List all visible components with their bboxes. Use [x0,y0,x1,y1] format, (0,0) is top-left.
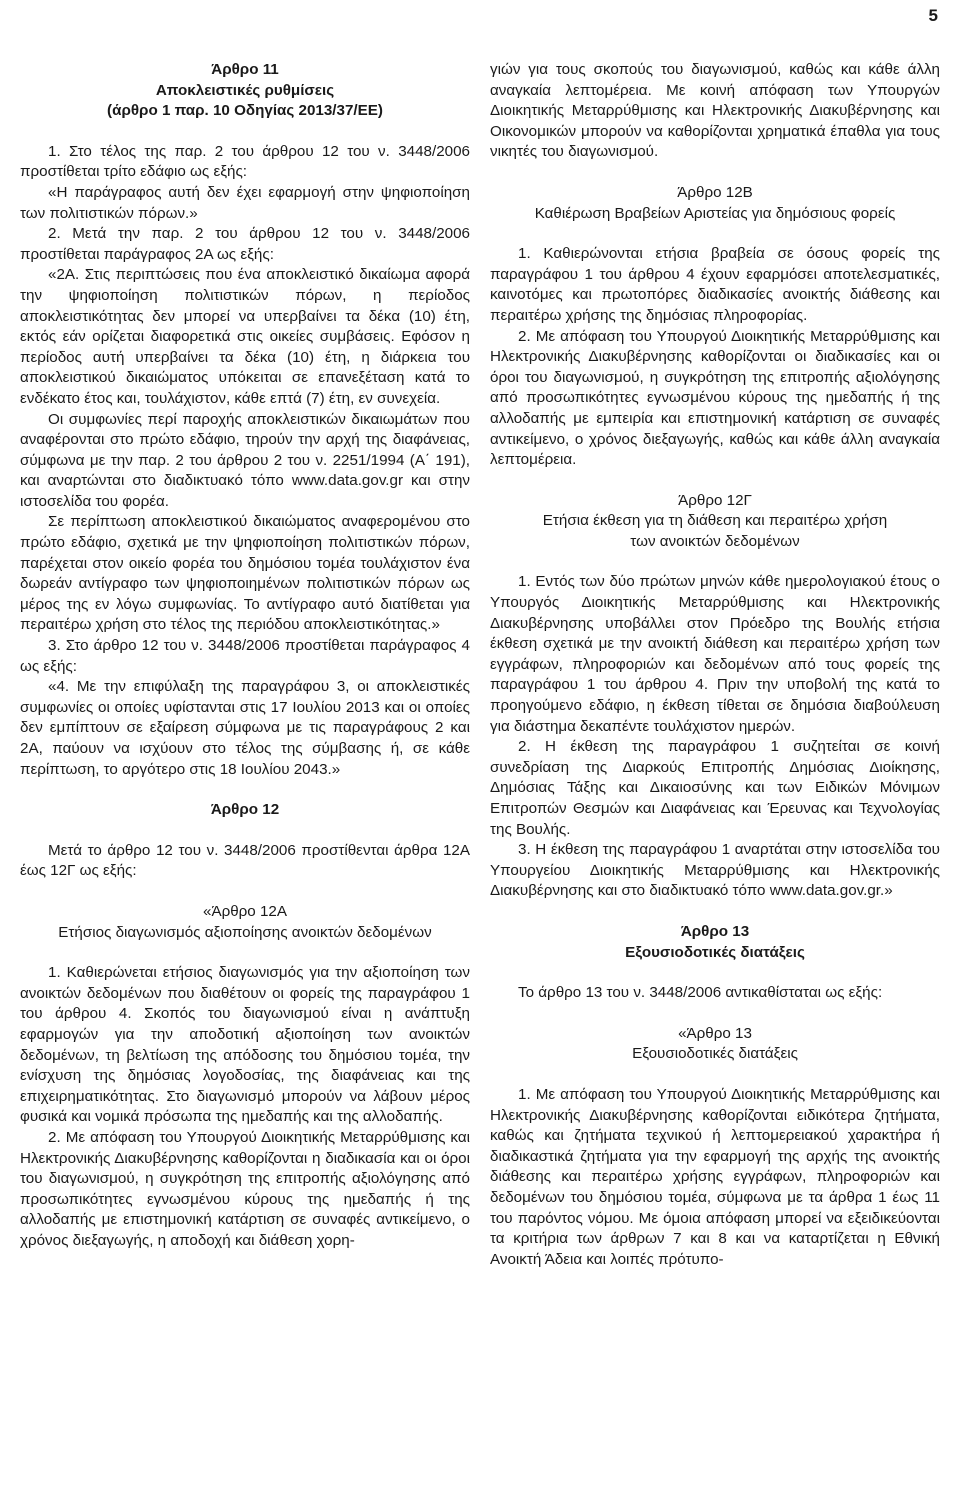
paragraph: 2. Μετά την παρ. 2 του άρθρου 12 του ν. 3448/2006 προστίθεται παράγραφος 2Α ως εξής: [20,225,470,263]
paragraph: Οι συμφωνίες περί παροχής αποκλειστικών δικαιωμάτων που αναφέρονται στο πρώτο εδάφιο, τηρούν την αρχή της διαφάνειας, σύμφωνα με την παρ. 2 του άρθρου 2 του ν. 2251/1994 (Α΄ 191), και αναρτώνται στο διαδικτυακό τόπο www.data.gov.gr και στην ιστοσελίδα του φορέα. [20,410,470,510]
article-11-title: Άρθρο 11 [211,61,279,78]
article-13-quoted-subtitle: Εξουσιοδοτικές διατάξεις [632,1045,798,1063]
article-12a-title: «Άρθρο 12Α [203,902,287,920]
paragraph: 2. Με απόφαση του Υπουργού Διοικητικής Μεταρρύθμισης και Ηλεκτρονικής Διακυβέρνησης καθορίζονται η διαδικασία και οι όροι του διαγωνισμού, η συγκρότηση της επιτροπής αξιολόγησης από προσωπικότητες εγνωσμένου κύρους της ημεδαπής ή της αλλοδαπής με επιστημονική κατάρτιση σε συναφές αντικείμενο, ο χρόνος διεξαγωγής, η αποδοχή και διάθεση χορη- [20,1128,470,1249]
paragraph: γιών για τους σκοπούς του διαγωνισμού, καθώς και κάθε άλλη αναγκαία λεπτομέρεια. Με κοινή απόφαση των Υπουργών Διοικητικής Μεταρρύθμισης και Ηλεκτρονικής Διακυβέρνησης και Οικονομικών μπορούν να καθορίζονται χρηματικά έπαθλα για τους νικητές του διαγωνισμού. [490,61,940,161]
paragraph: Σε περίπτωση αποκλειστικού δικαιώματος αναφερομένου στο πρώτο εδάφιο, σχετικά με την ψηφιοποίηση πολιτιστικών πόρων, παρέχεται στον οικείο φορέα του δημόσιου τομέα τουλάχιστον ένα δωρεάν αντίγραφο των ψηφιοποιημένων πολιτιστικών πόρων ως μέρος της εν λόγω συμφωνίας. Το αντίγραφο αυτό διατίθεται για περαιτέρω χρήση στο τέλος της περιόδου αποκλειστικότητας.» [20,513,470,634]
paragraph: 2. Με απόφαση του Υπουργού Διοικητικής Μεταρρύθμισης και Ηλεκτρονικής Διακυβέρνησης καθορίζονται οι διαδικασίες και οι όροι του διαγωνισμού, η συγκρότηση της επιτροπής αξιολόγησης από προσωπικότητες εγνωσμένου κύρους της ημεδαπής ή της αλλοδαπής με εμπειρία και επιστημονική κατάρτιση σε συναφές αντικείμενο, ο χρόνος διεξαγωγής, καθώς και κάθε άλλη αναγκαία λεπτομέρεια. [490,327,940,469]
paragraph: «4. Με την επιφύλαξη της παραγράφου 3, οι αποκλειστικές συμφωνίες οι οποίες υφίστανται στις 17 Ιουλίου 2013 και οι οποίες δεν εμπίπτουν σε εξαίρεση σύμφωνα με τις παραγράφους 2 και 2Α, παύουν να ισχύουν στο τέλος της σύμβασης ή, σε κάθε περίπτωση, το αργότερο στις 18 Ιουλίου 2043.» [20,678,470,778]
paragraph: «Η παράγραφος αυτή δεν έχει εφαρμογή στην ψηφιοποίηση των πολιτιστικών πόρων.» [20,183,470,222]
paragraph: 1. Καθιερώνονται ετήσια βραβεία σε όσους φορείς της παραγράφου 1 του άρθρου 4 έχουν εφαρμόσει αποτελεσματικές, καινοτόμες και πρωτοπόρες διαδικασίες ανοικτής διάθεσης και περαιτέρω χρήσης της δημόσιας πληροφορίας. [490,245,940,324]
paragraph: 1. Στο τέλος της παρ. 2 του άρθρου 12 του ν. 3448/2006 προστίθεται τρίτο εδάφιο ως εξής: [20,142,470,181]
article-13-title: Άρθρο 13 [680,922,750,940]
article-11-subtitle: Αποκλειστικές ρυθμίσεις [155,81,335,99]
article-12c-subtitle-1: Ετήσια έκθεση για τη διάθεση και περαιτέρω χρήση [542,512,888,530]
paragraph: 1. Εντός των δύο πρώτων μηνών κάθε ημερολογιακού έτους ο Υπουργός Διοικητικής Μεταρρύθμισης και Ηλεκτρονικής Διακυβέρνησης υποβάλλει στον Πρόεδρο της Βουλής ετήσια έκθεση σχετικά με την ανοικτή διάθεση και περαιτέρω χρήση των εγγράφων, πληροφοριών και δεδομένων από τους φορείς της παραγράφου 1 του άρθρου 4. Πριν την υποβολή της κατά το προηγούμενο εδάφιο, η έκθεση τίθεται σε δημόσια διαβούλευση για διάστημα δεκαπέντε τουλάχιστον ημερών. [490,573,940,735]
paragraph: «2Α. Στις περιπτώσεις που ένα αποκλειστικό δικαίωμα αφορά την ψηφιοποίηση πολιτιστικών πόρων, η περίοδος αποκλειστικότητας δεν μπορεί να υπερβαίνει τα δέκα (10) έτη, εκτός εάν ορίζεται διαφορετικά στις οικείες συμβάσεις. Εφόσον η περίοδος αυτή υπερβαίνει τα δέκα (10) έτη, η διάρκεια του αποκλειστικού δικαιώματος υπόκειται σε επανεξέταση κατά το ενδέκατο έτος και, τουλάχιστον, κάθε επτά (7) έτη, εν συνεχεία. [20,266,470,407]
article-13-quoted-title: «Άρθρο 13 [678,1024,752,1042]
paragraph: 1. Καθιερώνεται ετήσιος διαγωνισμός για την αξιοποίηση των ανοικτών δεδομένων που διαθέτουν οι φορείς της παραγράφου 1 του άρθρου 4. Σκοπός του διαγωνισμού είναι η ανάπτυξη εφαρμογών για την αποδοτική αξιοποίηση των ανοικτών δεδομένων, τη βελτίωση της απόδοσης του δημόσιου τομέα, την ενίσχυση της δημόσιας λογοδοσίας, της διαφάνειας και της επιχειρηματικότητας. Στο διαγωνισμό μπορούν να λάβουν μέρος φυσικά και νομικά πρόσωπα της ημεδαπής και της αλλοδαπής. [20,964,470,1126]
paragraph: 3. Στο άρθρο 12 του ν. 3448/2006 προστίθεται παράγραφος 4 ως εξής: [20,637,470,675]
paragraph: Το άρθρο 13 του ν. 3448/2006 αντικαθίσταται ως εξής: [518,984,883,1002]
paragraph: 2. Η έκθεση της παραγράφου 1 συζητείται σε κοινή συνεδρίαση της Διαρκούς Επιτροπής Δημόσιας Διοίκησης, Δημόσιας Τάξης και Δικαιοσύνης και των Ειδικών Μόνιμων Επιτροπών Θεσμών και Διαφάνειας και Έρευνας και Τεχνολογίας της Βουλής. [490,738,940,838]
article-12c-title: Άρθρο 12Γ [678,491,752,509]
paragraph: Μετά το άρθρο 12 του ν. 3448/2006 προστίθενται άρθρα 12Α έως 12Γ ως εξής: [20,841,470,880]
article-11-reference: (άρθρο 1 παρ. 10 Οδηγίας 2013/37/ΕΕ) [107,102,383,120]
article-12-title: Άρθρο 12 [210,801,280,819]
paragraph: 1. Με απόφαση του Υπουργού Διοικητικής Μεταρρύθμισης και Ηλεκτρονικής Διακυβέρνησης καθορίζονται ειδικότερα ζητήματα, καθώς και ζητήματα τεχνικού ή λεπτομερειακού χαρακτήρα ή διαδικαστικά ζητήματα για την εφαρμογή της αρχής της ανοικτής διάθεσης και περαιτέρω χρήσης εγγράφων, πληροφοριών και δεδομένων του δημόσιου τομέα, σύμφωνα με τα άρθρα 1 έως 11 του παρόντος νόμου. Με όμοια απόφαση μπορεί να εξειδικεύονται τα κριτήρια των άρθρων 7 και 8 και να καταρτίζεται η Εθνική Ανοικτή Άδεια και λοιπές πρότυπο- [490,1085,940,1268]
page-number: 5 [928,6,938,25]
article-13-subtitle: Εξουσιοδοτικές διατάξεις [625,943,805,961]
left-column [20,60,470,1251]
article-12a-subtitle: Ετήσιος διαγωνισμός αξιοποίησης ανοικτών δεδομένων [58,923,432,941]
article-12b-subtitle: Καθιέρωση Βραβείων Αριστείας για δημόσιους φορείς [534,204,896,222]
right-column [490,60,940,1270]
article-12c-subtitle-2: των ανοικτών δεδομένων [630,532,800,550]
article-12b-title: Άρθρο 12Β [677,183,753,201]
paragraph: 3. Η έκθεση της παραγράφου 1 αναρτάται στην ιστοσελίδα του Υπουργείου Διοικητικής Μεταρρύθμισης και Ηλεκτρονικής Διακυβέρνησης και στο διαδικτυακό τόπο www.data.gov.gr.» [490,841,940,900]
